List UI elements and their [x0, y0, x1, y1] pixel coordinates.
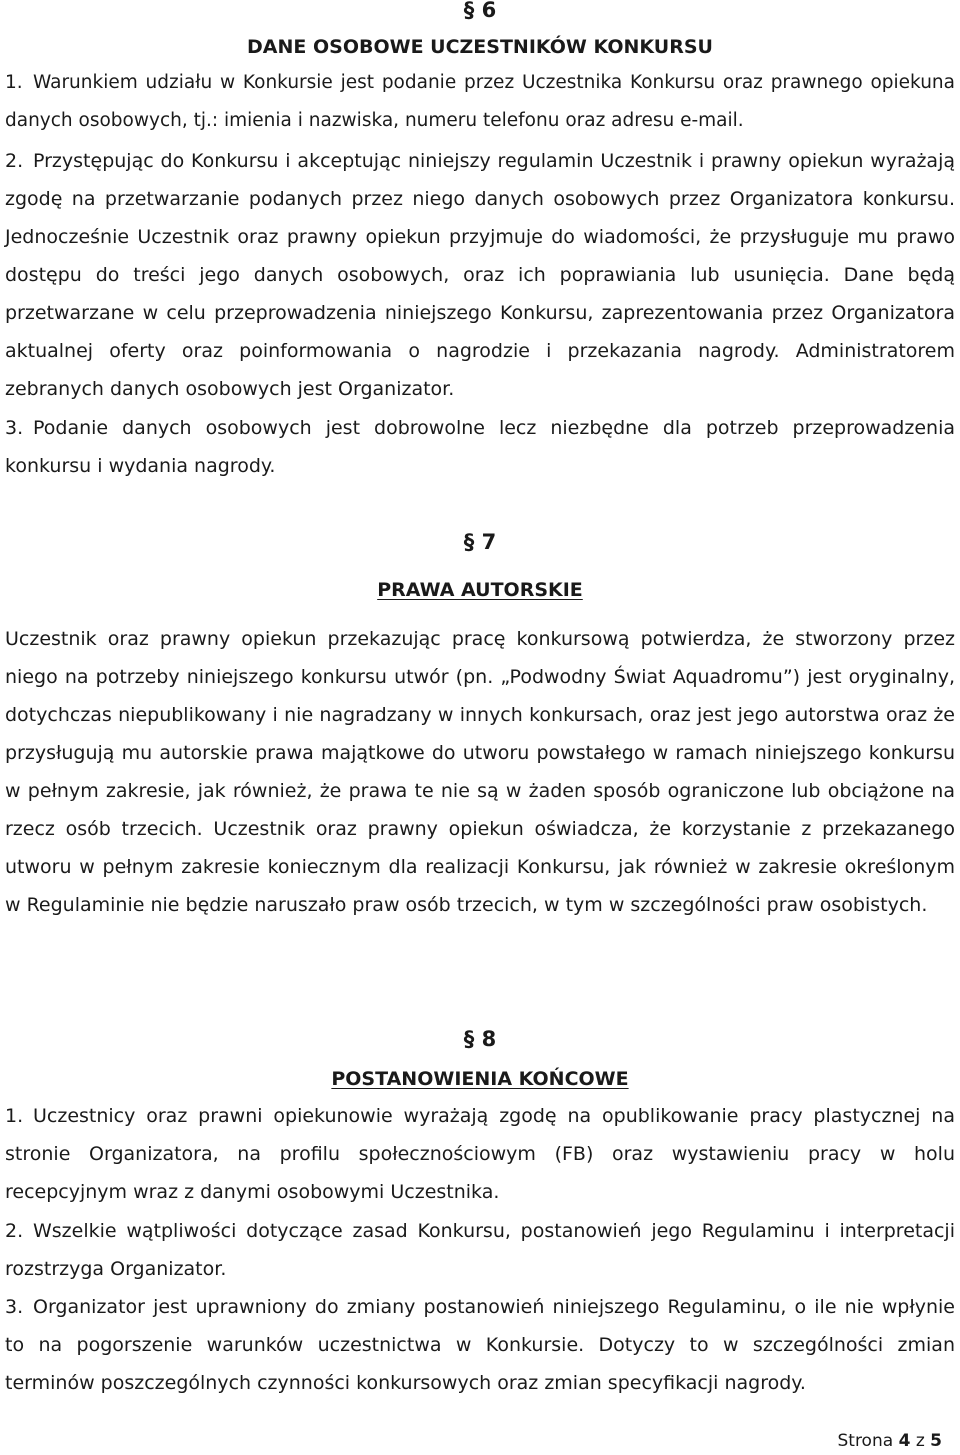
- section-8-title: POSTANOWIENIA KOŃCOWE: [331, 1068, 629, 1090]
- section-6-title: DANE OSOBOWE UCZESTNIKÓW KONKURSU: [247, 36, 713, 58]
- s7-text: Uczestnik oraz prawny opiekun przekazując pracę konkursową potwierdza, że stworzony przez niego na potrzeby niniejszego konkursu utwór (pn. „Podwodny Świat Aquadromu”) jest oryginalny, dotychczas niepublikowany i nie nagradzany w innych konkursach, oraz jest jego autorstwa oraz że przysługują mu autorskie prawa majątkowe do utworu powstałego w ramach niniejszego konkursu w pełnym zakresie, jak również, że prawa te nie są w żaden sposób ograniczone lub obciążone na rzecz osób trzecich. Uczestnik oraz prawny opiekun oświadcza, że korzystanie z przekazanego utworu w pełnym zakresie koniecznym dla realizacji Konkursu, jak również w zakresie określonym w Regulaminie nie będzie naruszało praw osób trzecich, w tym w szczególności praw osobistych.: [5, 628, 955, 916]
- s6-item-1-num: 1.: [5, 72, 23, 93]
- s6-item-1-text: Warunkiem udziału w Konkursie jest podanie przez Uczestnika Konkursu oraz prawnego opiekuna danych osobowych, tj.: imienia i nazwiska, numeru telefonu oraz adresu e-mail.: [5, 72, 955, 131]
- footer-prefix: Strona: [837, 1431, 894, 1451]
- s8-item-3-num: 3.: [5, 1296, 24, 1318]
- s6-item-3: [5, 409, 955, 485]
- s8-item-1-num: 1.: [5, 1105, 24, 1127]
- s8-item-2-text: Wszelkie wątpliwości dotyczące zasad Konkursu, postanowień jego Regulaminu i interpretacji rozstrzyga Organizator.: [5, 1220, 955, 1280]
- page-footer: [837, 1431, 942, 1451]
- s8-item-2-num: 2.: [5, 1220, 24, 1242]
- footer-page-total: 5: [930, 1431, 942, 1451]
- s8-item-1: [5, 1097, 955, 1211]
- section-7-number: § 7: [463, 530, 497, 554]
- s6-item-1: [5, 64, 955, 140]
- section-8-number: § 8: [463, 1027, 497, 1051]
- s8-item-3-text: Organizator jest uprawniony do zmiany postanowień niniejszego Regulaminu, o ile nie wpłynie to na pogorszenie warunków uczestnictwa w Konkursie. Dotyczy to w szczególności zmian terminów poszczególnych czynności konkursowych oraz zmian specyfikacji nagrody.: [5, 1296, 955, 1394]
- s6-item-2: [5, 142, 955, 408]
- footer-of: z: [915, 1431, 925, 1451]
- s8-item-1-text: Uczestnicy oraz prawni opiekunowie wyrażają zgodę na opublikowanie pracy plastycznej na stronie Organizatora, na profilu społecznościowym (FB) oraz wystawieniu pracy w holu recepcyjnym wraz z danymi osobowymi Uczestnika.: [5, 1105, 955, 1203]
- s6-item-2-text: Przystępując do Konkursu i akceptując niniejszy regulamin Uczestnik i prawny opiekun wyrażają zgodę na przetwarzanie podanych przez niego danych osobowych przez Organizatora konkursu. Jednocześnie Uczestnik oraz prawny opiekun przyjmuje do wiadomości, że przysługuje mu prawo dostępu do treści jego danych osobowych, oraz ich poprawiania lub usunięcia. Dane będą przetwarzane w celu przeprowadzenia niniejszego Konkursu, zaprezentowania przez Organizatora aktualnej oferty oraz poinformowania o nagrodzie i przekazania nagrody. Administratorem zebranych danych osobowych jest Organizator.: [5, 150, 955, 400]
- s6-item-3-text: Podanie danych osobowych jest dobrowolne lecz niezbędne dla potrzeb przeprowadzenia konkursu i wydania nagrody.: [5, 417, 955, 477]
- footer-page-number: 4: [898, 1431, 911, 1451]
- section-7-title: PRAWA AUTORSKIE: [377, 579, 583, 601]
- section-6-number: § 6: [463, 0, 497, 22]
- s8-item-2: [5, 1212, 955, 1288]
- s6-item-3-num: 3.: [5, 417, 24, 439]
- s8-item-3: [5, 1288, 955, 1402]
- s6-item-2-num: 2.: [5, 150, 24, 172]
